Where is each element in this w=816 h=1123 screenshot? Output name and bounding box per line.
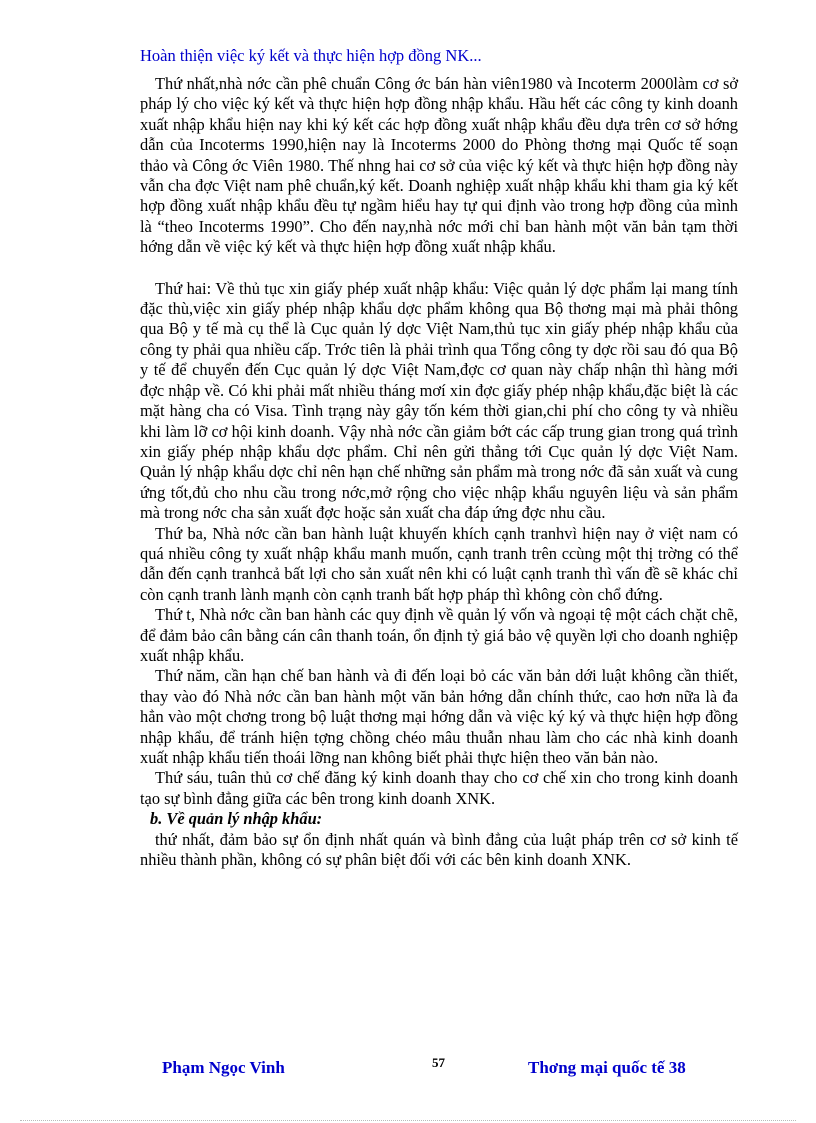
- footer-author: Phạm Ngọc Vinh: [162, 1058, 285, 1077]
- paragraph-fourth: Thứ t, Nhà nớc cần ban hành các quy định về quản lý vốn và ngoại tệ một cách chặt chẽ, để đảm bảo cân bằng cán cân thanh toán, ổn định tỷ giá bảo vệ quyền lợi cho doanh nghiệp xuất nhập khẩu.: [140, 605, 738, 665]
- bottom-divider: [20, 1120, 796, 1121]
- paragraph-second: Thứ hai: Về thủ tục xin giấy phép xuất nhập khẩu: Việc quản lý dợc phẩm lại mang tính đặc thù,việc xin giấy phép nhập khẩu dợc phẩm không qua Bộ thơng mại mà phải thông qua Bộ y tế mà cụ thể là Cục quản lý dợc Việt Nam,thủ tục xin giấy phép nhập khẩu của công ty phải qua nhiều cấp. Trớc tiên là phải trình qua Tổng công ty dợc rồi sau đó qua Bộ y tế để chuyển đến Cục quản lý dợc Việt Nam,đợc cơ quan này chấp nhận thì hàng mới đợc nhập về. Có khi phải mất nhiều tháng mơí xin đợc giấy phép nhập khẩu,đặc biệt là các mặt hàng cha có Visa. Tình trạng này gây tốn kém thời gian,chi phí cho công ty và nhiều khi làm lỡ cơ hội kinh doanh. Vậy nhà nớc cần giảm bớt các cấp trung gian trong quá trình xin giấy phép nhập khẩu dợc phẩm. Chỉ nên gửi thẳng tới Cục quản lý dợc Việt Nam. Quản lý nhập khẩu dợc chỉ nên hạn chế những sản phẩm mà trong nớc đã sản xuất và cung ứng tốt,đủ cho nhu cầu trong nớc,mở rộng cho việc nhập khẩu nguyên liệu và sản phẩm mà trong nớc cha sản xuất đợc hoặc sản xuất cha đáp ứng đợc nhu cầu.: [140, 278, 738, 523]
- paragraph-fifth: Thứ năm, cần hạn chế ban hành và đi đến loại bỏ các văn bản dới luật không cần thiết, thay vào đó Nhà nớc cần ban hành một văn bản hớng dẫn chính thức, cao hơn nữa là đa hẳn vào một chơng trong bộ luật thơng mại hớng dẫn và việc ký ký và thực hiện hợp đồng nhập khẩu, để tránh hiện tợng chồng chéo mâu thuẫn nhau làm cho các nhà kinh doanh xuất nhập khẩu tiến thoái lỡng nan không biết phải thực hiện theo văn bản nào.: [140, 666, 738, 767]
- footer-course: Thơng mại quốc tế 38: [528, 1058, 686, 1077]
- paragraph-closing: thứ nhất, đảm bảo sự ổn định nhất quán và bình đẳng của luật pháp trên cơ sở kinh tế nhiều thành phần, không có sự phân biệt đối với các bên kinh doanh XNK.: [140, 829, 738, 870]
- page-number: 57: [432, 1055, 445, 1070]
- section-subheading: b. Về quản lý nhập khẩu:: [150, 809, 323, 829]
- paragraph-third: Thứ ba, Nhà nớc cần ban hành luật khuyến khích cạnh tranhvì hiện nay ở việt nam có quá nhiều công ty xuất nhập khẩu manh muốn, cạnh tranh trên ccùng một thị trờng có thể dẫn đến cạnh tranhcả bất lợi cho sản xuất nên khi có luật cạnh tranh thì vấn đề sẽ khác chỉ còn cạnh tranh lành mạnh còn cạnh tranh bất hợp pháp thì không còn chổ đứng.: [140, 523, 738, 604]
- body-text: [140, 74, 738, 870]
- paragraph-first: Thứ nhất,nhà nớc cần phê chuẩn Công ớc bán hàn viên1980 và Incoterm 2000làm cơ sở pháp lý cho việc ký kết và thực hiện hợp đồng nhập khẩu. Hầu hết các công ty kinh doanh xuất nhập khẩu hiện nay khi ký kết các hợp đồng xuất nhập khẩu đều dựa trên cơ sở hớng dẫn của Incoterms 1990,hiện nay là Incoterms 2000 do Phòng thơng mại Quốc tế soạn thảo và Công ớc Viên 1980. Thế nhng hai cơ sở của việc ký kết và thực hiện hợp đồng này vẫn cha đợc Việt nam phê chuẩn,ký kết. Doanh nghiệp xuất nhập khẩu khi tham gia ký kết hợp đồng xuất nhập khẩu đều tự ngầm hiểu hay tự qui định vào trong hợp đồng của mình là “theo Incoterms 1990”. Cho đến nay,nhà nớc mới chỉ ban hành một văn bản tạm thời hớng dẫn về việc ký kết và thực hiện hợp đồng xuất nhập khẩu.: [140, 74, 738, 257]
- paragraph-sixth: Thứ sáu, tuân thủ cơ chế đăng ký kinh doanh thay cho cơ chế xin cho trong kinh doanh tạo sự bình đẳng giữa các bên trong kinh doanh XNK.: [140, 768, 738, 808]
- page-footer: [0, 1055, 816, 1088]
- running-header: Hoàn thiện việc ký kết và thực hiện hợp đồng NK...: [140, 46, 482, 65]
